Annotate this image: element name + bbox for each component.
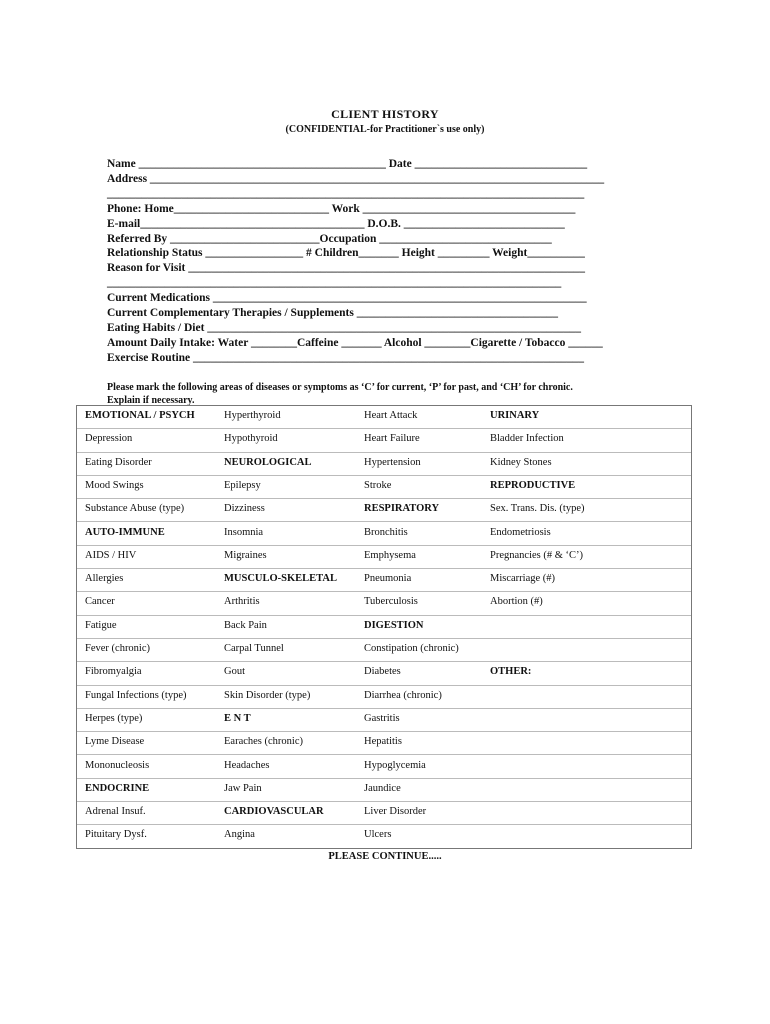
condition-label[interactable]: Cancer — [85, 596, 115, 608]
category-heading: EMOTIONAL / PSYCH — [85, 410, 195, 421]
table-row — [77, 756, 691, 779]
form-field-line[interactable]: Referred By __________________________Occupation ______________________________ — [107, 233, 552, 245]
condition-label[interactable]: Heart Failure — [364, 433, 420, 445]
table-row — [77, 639, 691, 662]
condition-label[interactable]: Fever (chronic) — [85, 643, 151, 654]
category-heading: E N T — [224, 712, 251, 724]
form-field-line[interactable]: Current Medications _________________________________________________________________ — [107, 292, 587, 304]
category-heading: CARDIOVASCULAR — [224, 806, 324, 818]
form-title: CLIENT HISTORY — [331, 107, 439, 121]
instructions-line-1: Please mark the following areas of diseases or symptoms as ‘C’ for current, ‘P’ for past, and ‘CH’ for chronic. — [107, 382, 573, 393]
condition-label[interactable]: Gastritis — [364, 712, 400, 724]
form-field-line[interactable]: Exercise Routine ____________________________________________________________________ — [107, 352, 585, 364]
table-row — [77, 825, 691, 848]
table-row — [77, 686, 691, 709]
condition-label[interactable]: Arthritis — [224, 596, 260, 608]
form-field-line[interactable]: Amount Daily Intake: Water ________Caffeine _______ Alcohol ________Cigarette / Tobacco ______ — [107, 337, 603, 349]
condition-label[interactable]: Back Pain — [224, 619, 267, 631]
condition-label[interactable]: Abortion (#) — [490, 596, 543, 608]
condition-label[interactable]: Diabetes — [364, 666, 401, 678]
condition-label[interactable]: Headaches — [224, 759, 270, 771]
instructions-line-2: Explain if necessary. — [107, 395, 195, 406]
condition-label[interactable]: AIDS / HIV — [85, 549, 137, 561]
condition-label[interactable]: Liver Disorder — [364, 806, 427, 818]
table-row — [77, 523, 691, 546]
form-field-line[interactable]: E-mail_______________________________________ D.O.B. ____________________________ — [107, 218, 565, 230]
condition-label[interactable]: Hypothyroid — [224, 433, 278, 445]
condition-label[interactable]: Angina — [224, 829, 255, 841]
table-row — [77, 732, 691, 755]
table-row — [77, 429, 691, 452]
condition-label[interactable]: Hyperthyroid — [224, 410, 281, 421]
condition-label[interactable]: Insomnia — [224, 526, 264, 538]
condition-label[interactable]: Hepatitis — [364, 736, 402, 748]
condition-label[interactable]: Migraines — [224, 549, 267, 561]
form-field-line[interactable]: Phone: Home___________________________ Work _____________________________________ — [107, 203, 576, 215]
condition-label[interactable]: Kidney Stones — [490, 456, 552, 468]
table-row — [77, 616, 691, 639]
condition-label[interactable]: Herpes (type) — [85, 712, 143, 724]
category-heading: OTHER: — [490, 666, 532, 678]
condition-label[interactable]: Endometriosis — [490, 526, 551, 538]
condition-label[interactable]: Sex. Trans. Dis. (type) — [490, 503, 585, 515]
condition-label[interactable]: Stroke — [364, 479, 392, 491]
form-subtitle: (CONFIDENTIAL-for Practitioner`s use only) — [285, 124, 485, 135]
category-heading: AUTO-IMMUNE — [85, 526, 165, 538]
table-row — [77, 709, 691, 732]
table-row — [77, 662, 691, 685]
form-field-line[interactable]: _______________________________________________________________________________ — [107, 277, 562, 289]
condition-label[interactable]: Gout — [224, 666, 245, 678]
please-continue-note: PLEASE CONTINUE..... — [328, 851, 442, 862]
category-heading: NEUROLOGICAL — [224, 456, 312, 468]
category-heading: DIGESTION — [364, 619, 424, 631]
table-row — [77, 779, 691, 802]
condition-label[interactable]: Pneumonia — [364, 573, 412, 585]
condition-label[interactable]: Depression — [85, 433, 133, 445]
condition-label[interactable]: Lyme Disease — [85, 736, 145, 748]
condition-label[interactable]: Epilepsy — [224, 479, 261, 491]
table-row — [77, 453, 691, 476]
form-field-line[interactable]: Eating Habits / Diet _________________________________________________________________ — [107, 322, 582, 334]
condition-label[interactable]: Ulcers — [364, 829, 392, 841]
form-field-line[interactable]: Reason for Visit _____________________________________________________________________ — [107, 262, 585, 274]
condition-label[interactable]: Bronchitis — [364, 526, 408, 538]
condition-label[interactable]: Fungal Infections (type) — [85, 689, 187, 701]
condition-label[interactable]: Dizziness — [224, 503, 265, 515]
condition-label[interactable]: Mononucleosis — [85, 759, 150, 771]
condition-label[interactable]: Emphysema — [364, 549, 416, 561]
table-row — [77, 569, 691, 592]
condition-label[interactable]: Adrenal Insuf. — [85, 806, 146, 818]
condition-label[interactable]: Jaundice — [364, 782, 401, 794]
condition-label[interactable]: Hypertension — [364, 456, 421, 468]
condition-label[interactable]: Fatigue — [85, 619, 117, 631]
category-heading: ENDOCRINE — [85, 782, 150, 794]
form-field-line[interactable]: Current Complementary Therapies / Supplements ___________________________________ — [107, 307, 558, 319]
condition-label[interactable]: Pituitary Dysf. — [85, 829, 147, 841]
conditions-table — [76, 405, 692, 849]
condition-label[interactable]: Miscarriage (#) — [490, 573, 556, 585]
form-field-line[interactable]: ___________________________________________________________________________________ — [107, 188, 585, 200]
condition-label[interactable]: Substance Abuse (type) — [85, 503, 185, 515]
table-row — [77, 499, 691, 522]
condition-label[interactable]: Heart Attack — [364, 410, 418, 421]
form-field-line[interactable]: Relationship Status _________________ # Children_______ Height _________ Weight__________ — [107, 247, 585, 259]
condition-label[interactable]: Constipation (chronic) — [364, 643, 459, 654]
condition-label[interactable]: Skin Disorder (type) — [224, 689, 311, 701]
condition-label[interactable]: Earaches (chronic) — [224, 736, 303, 748]
condition-label[interactable]: Mood Swings — [85, 479, 144, 491]
condition-label[interactable]: Eating Disorder — [85, 456, 152, 468]
condition-label[interactable]: Diarrhea (chronic) — [364, 689, 442, 701]
category-heading: RESPIRATORY — [364, 503, 440, 515]
table-row — [77, 592, 691, 615]
form-field-line[interactable]: Address _______________________________________________________________________________ — [107, 173, 605, 185]
table-row — [77, 406, 691, 429]
condition-label[interactable]: Pregnancies (# & ‘C’) — [490, 549, 584, 561]
category-heading: MUSCULO-SKELETAL — [224, 573, 337, 585]
form-field-line[interactable]: Name ___________________________________________ Date ______________________________ — [107, 158, 588, 170]
condition-label[interactable]: Tuberculosis — [364, 596, 418, 608]
condition-label[interactable]: Bladder Infection — [490, 433, 564, 445]
condition-label[interactable]: Allergies — [85, 573, 124, 585]
table-row — [77, 802, 691, 825]
condition-label[interactable]: Hypoglycemia — [364, 759, 426, 771]
table-row — [77, 546, 691, 569]
condition-label[interactable]: Jaw Pain — [224, 782, 262, 794]
category-heading: REPRODUCTIVE — [490, 479, 576, 491]
condition-label[interactable]: Carpal Tunnel — [224, 643, 284, 654]
category-heading: URINARY — [490, 410, 540, 421]
table-row — [77, 476, 691, 499]
condition-label[interactable]: Fibromyalgia — [85, 666, 142, 678]
